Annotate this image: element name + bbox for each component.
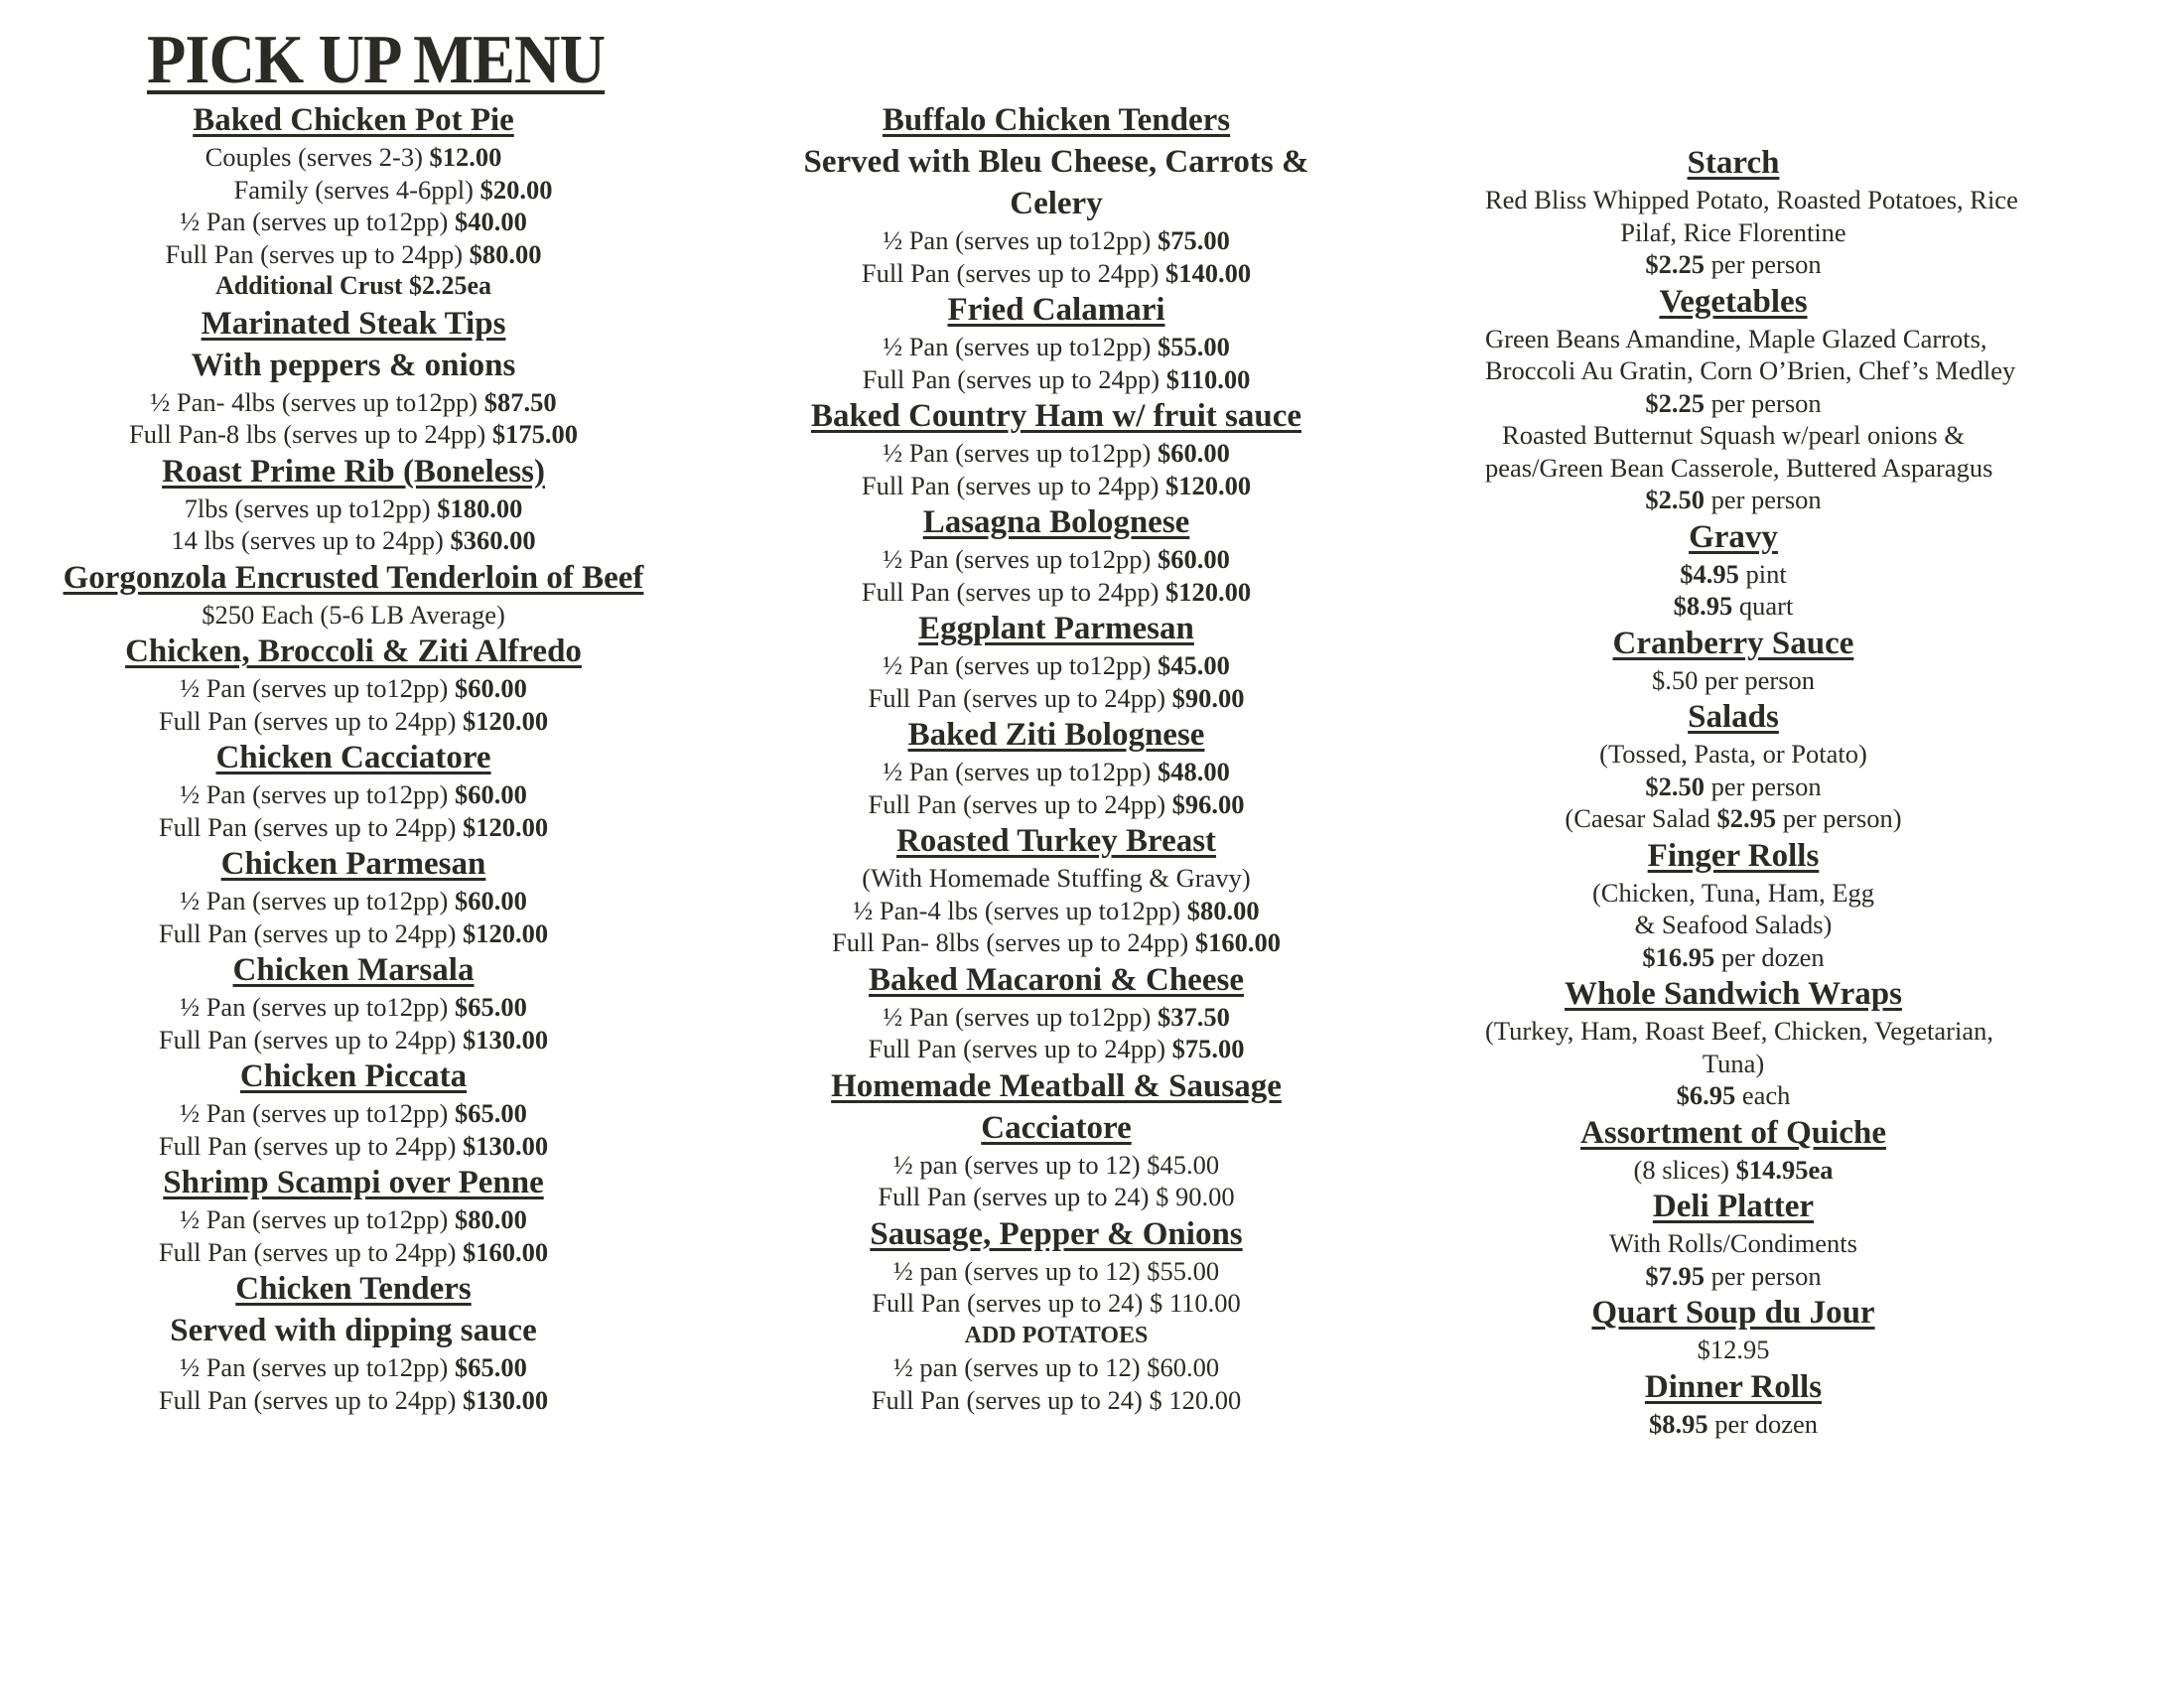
price-line: ½ pan (serves up to 12) $60.00 — [892, 1352, 1220, 1382]
section-heading: Quart Soup du Jour — [1591, 1295, 1875, 1331]
note: Additional Crust $2.25ea — [214, 271, 492, 300]
description-line: Broccoli Au Gratin, Corn O’Brien, Chef’s Medley — [1485, 355, 2016, 385]
price-line: ½ Pan (serves up to12pp) $60.00 — [180, 673, 527, 703]
description-line: Roasted Butternut Squash w/pearl onions & — [1502, 420, 1965, 450]
price-line: $6.95 each — [1676, 1080, 1791, 1110]
add-potatoes-label: ADD POTATOES — [964, 1322, 1149, 1348]
price-line: Couples (serves 2-3) $12.00 — [205, 142, 502, 172]
menu-section — [1485, 1112, 1981, 1187]
menu-column-left — [36, 99, 671, 1416]
section-heading: Vegetables — [1659, 283, 1808, 320]
menu-section — [1485, 281, 2016, 516]
price-line: ½ Pan (serves up to12pp) $55.00 — [883, 332, 1230, 361]
menu-section — [749, 959, 1364, 1065]
menu-section — [749, 820, 1364, 959]
menu-section — [36, 451, 671, 557]
menu-section — [1485, 1292, 1981, 1366]
price-line: 7lbs (serves up to12pp) $180.00 — [184, 492, 523, 523]
price-line: Full Pan (serves up to 24pp) $130.00 — [158, 1024, 549, 1055]
section-heading: Chicken Piccata — [239, 1058, 468, 1094]
price-line: ½ Pan (serves up to12pp) $65.00 — [180, 1352, 527, 1382]
price-line: $4.95 pint — [1680, 558, 1787, 589]
menu-section — [749, 289, 1364, 395]
price-line: ½ Pan (serves up to12pp) $60.00 — [180, 886, 527, 915]
description-line: (Chicken, Tuna, Ham, Egg — [1591, 877, 1875, 908]
section-heading: Chicken, Broccoli & Ziti Alfredo — [125, 633, 582, 669]
price-line: 14 lbs (serves up to 24pp) $360.00 — [171, 525, 536, 555]
section-heading: Assortment of Quiche — [1580, 1114, 1886, 1151]
menu-section — [36, 1055, 671, 1162]
menu-section — [749, 501, 1364, 608]
menu-section — [36, 631, 671, 737]
price-line: Full Pan (serves up to 24pp) $120.00 — [158, 917, 549, 948]
section-heading: Roast Prime Rib (Boneless) — [162, 453, 545, 490]
description-line: peas/Green Bean Casserole, Buttered Asparagus — [1485, 452, 1993, 483]
price-line: $16.95 per dozen — [1642, 941, 1825, 972]
description-line: Green Beans Amandine, Maple Glazed Carrots, — [1485, 323, 1987, 353]
price-line: Full Pan (serves up to 24) $ 120.00 — [871, 1384, 1242, 1415]
description-line: (Tossed, Pasta, or Potato) — [1599, 739, 1867, 769]
price-line: ½ Pan- 4lbs (serves up to12pp) $87.50 — [150, 386, 557, 417]
menu-section — [749, 395, 1364, 501]
price-line: $2.25 per person — [1645, 387, 1822, 418]
description-line: (Turkey, Ham, Roast Beef, Chicken, Vegetarian, — [1485, 1016, 1993, 1046]
price-line: Full Pan (serves up to 24pp) $110.00 — [862, 363, 1251, 394]
description-line: (With Homemade Stuffing & Gravy) — [862, 863, 1251, 893]
price-line: ½ Pan (serves up to12pp) $65.00 — [180, 992, 527, 1022]
menu-section — [36, 737, 671, 843]
price-line: $250 Each (5-6 LB Average) — [202, 599, 505, 630]
menu-section — [1485, 516, 1981, 623]
price-line: $7.95 per person — [1645, 1260, 1822, 1291]
menu-section — [36, 1268, 671, 1416]
section-heading: Baked Chicken Pot Pie — [193, 102, 514, 138]
section-subheading: Served with dipping sauce — [170, 1313, 537, 1348]
menu-section — [1485, 696, 1981, 835]
description-line: Red Bliss Whipped Potato, Roasted Potatoes, Rice — [1485, 185, 2018, 214]
section-heading: Buffalo Chicken Tenders — [882, 102, 1231, 138]
menu-section — [36, 99, 671, 303]
price-line: $8.95 per dozen — [1649, 1408, 1818, 1439]
section-heading: Fried Calamari — [947, 292, 1165, 328]
price-line: Full Pan (serves up to 24pp) $120.00 — [861, 576, 1252, 607]
price-line: Full Pan (serves up to 24pp) $120.00 — [861, 470, 1252, 500]
section-heading: Roasted Turkey Breast — [895, 823, 1217, 859]
price-line: ½ Pan (serves up to12pp) $65.00 — [180, 1098, 527, 1128]
menu-section — [1485, 1366, 1981, 1441]
price-line: Full Pan (serves up to 24pp) $120.00 — [158, 705, 549, 736]
price-line: $2.50 per person — [1645, 485, 1822, 514]
price-line: ½ pan (serves up to 12) $55.00 — [892, 1255, 1220, 1286]
price-line: Full Pan (serves up to 24) $ 90.00 — [878, 1182, 1235, 1211]
section-heading: Finger Rolls — [1647, 837, 1820, 874]
price-line: ½ Pan (serves up to12pp) $60.00 — [883, 544, 1230, 574]
price-line: ½ Pan (serves up to12pp) $60.00 — [883, 438, 1230, 468]
price-line: Full Pan (serves up to 24pp) $140.00 — [861, 257, 1252, 288]
menu-section — [36, 843, 671, 949]
menu-section — [749, 99, 1364, 289]
price-line: Full Pan-8 lbs (serves up to 24pp) $175.00 — [129, 419, 578, 449]
menu-section — [749, 608, 1364, 714]
price-line: Family (serves 4-6ppl) $20.00 — [233, 174, 553, 205]
price-line: ½ Pan-4 lbs (serves up to12pp) $80.00 — [853, 895, 1260, 925]
menu-section — [36, 949, 671, 1055]
menu-section — [36, 303, 671, 451]
menu-column-middle — [749, 99, 1364, 1416]
price-line: ½ pan (serves up to 12) $45.00 — [892, 1149, 1220, 1180]
price-line: ½ Pan (serves up to12pp) $60.00 — [180, 779, 527, 809]
price-line: Full Pan (serves up to 24) $ 110.00 — [872, 1288, 1241, 1318]
section-heading: Chicken Parmesan — [220, 846, 486, 882]
price-line: Full Pan- 8lbs (serves up to 24pp) $160.00 — [832, 927, 1281, 957]
section-heading: Sausage, Pepper & Onions — [870, 1215, 1243, 1252]
section-heading: Cranberry Sauce — [1612, 625, 1854, 661]
section-heading: Marinated Steak Tips — [201, 305, 506, 342]
price-line: Full Pan (serves up to 24pp) $130.00 — [158, 1130, 549, 1161]
price-line: ½ Pan (serves up to12pp) $80.00 — [180, 1204, 527, 1234]
price-line: (8 slices) $14.95ea — [1633, 1154, 1834, 1185]
section-heading: Lasagna Bolognese — [922, 504, 1190, 540]
section-heading: Deli Platter — [1652, 1189, 1815, 1224]
menu-section — [36, 557, 671, 632]
price-line: Full Pan (serves up to 24pp) $96.00 — [868, 788, 1245, 819]
section-subheading: Served with Bleu Cheese, Carrots & Celery — [803, 144, 1309, 221]
section-heading: Eggplant Parmesan — [918, 611, 1194, 646]
price-line: (Caesar Salad $2.95 per person) — [1565, 803, 1902, 833]
price-line: Full Pan (serves up to 24pp) $80.00 — [165, 238, 542, 269]
price-line: ½ Pan (serves up to12pp) $48.00 — [883, 757, 1230, 786]
price-line: $12.95 — [1697, 1335, 1770, 1364]
price-line: $2.50 per person — [1645, 771, 1822, 801]
price-line: Full Pan (serves up to 24pp) $130.00 — [158, 1384, 549, 1415]
price-line: ½ Pan (serves up to12pp) $45.00 — [883, 650, 1230, 680]
section-heading: Baked Macaroni & Cheese — [869, 961, 1244, 998]
description-line: Tuna) — [1702, 1048, 1765, 1078]
menu-section — [749, 1065, 1364, 1213]
section-subheading: With peppers & onions — [191, 347, 516, 383]
menu-section — [749, 714, 1364, 820]
section-heading: Baked Ziti Bolognese — [907, 717, 1205, 753]
menu-section — [1485, 142, 2018, 281]
menu-section — [749, 1213, 1364, 1417]
price-line: ½ Pan (serves up to12pp) $75.00 — [883, 225, 1230, 255]
price-line: $.50 per person — [1651, 664, 1816, 695]
section-heading: Chicken Marsala — [232, 952, 475, 988]
menu-section — [36, 1162, 671, 1268]
price-line: Full Pan (serves up to 24pp) $160.00 — [158, 1236, 549, 1267]
section-heading: Dinner Rolls — [1644, 1368, 1823, 1405]
section-heading: Baked Country Ham w/ fruit sauce — [810, 398, 1302, 434]
section-heading: Whole Sandwich Wraps — [1565, 976, 1902, 1012]
price-line: Full Pan (serves up to 24pp) $75.00 — [868, 1034, 1245, 1063]
section-heading: Chicken Cacciatore — [215, 740, 491, 775]
price-line: $2.25 per person — [1645, 249, 1822, 279]
description-line: & Seafood Salads) — [1634, 910, 1833, 939]
section-heading: Starch — [1687, 145, 1780, 181]
price-line: ½ Pan (serves up to12pp) $37.50 — [883, 1001, 1230, 1032]
description-line: Pilaf, Rice Florentine — [1620, 216, 1846, 247]
menu-column-right — [1485, 142, 2018, 1440]
section-heading: Salads — [1688, 699, 1779, 735]
section-heading: Gravy — [1689, 518, 1778, 555]
section-heading: Shrimp Scampi over Penne — [163, 1165, 544, 1200]
price-line: Full Pan (serves up to 24pp) $120.00 — [158, 811, 549, 842]
price-line: Full Pan (serves up to 24pp) $90.00 — [868, 682, 1245, 713]
price-line: $8.95 quart — [1673, 591, 1794, 621]
menu-section — [1485, 623, 1981, 697]
section-heading: Homemade Meatball & Sausage Cacciatore — [831, 1067, 1282, 1146]
menu-section — [1485, 973, 1993, 1112]
section-heading: Gorgonzola Encrusted Tenderloin of Beef — [63, 559, 644, 596]
menu-section — [1485, 1186, 1981, 1292]
description-line: With Rolls/Condiments — [1609, 1228, 1857, 1258]
section-heading: Chicken Tenders — [235, 1271, 472, 1307]
price-line: ½ Pan (serves up to12pp) $40.00 — [180, 207, 527, 236]
page-title: PICK UP MENU — [147, 22, 606, 98]
menu-section — [1485, 835, 1981, 974]
